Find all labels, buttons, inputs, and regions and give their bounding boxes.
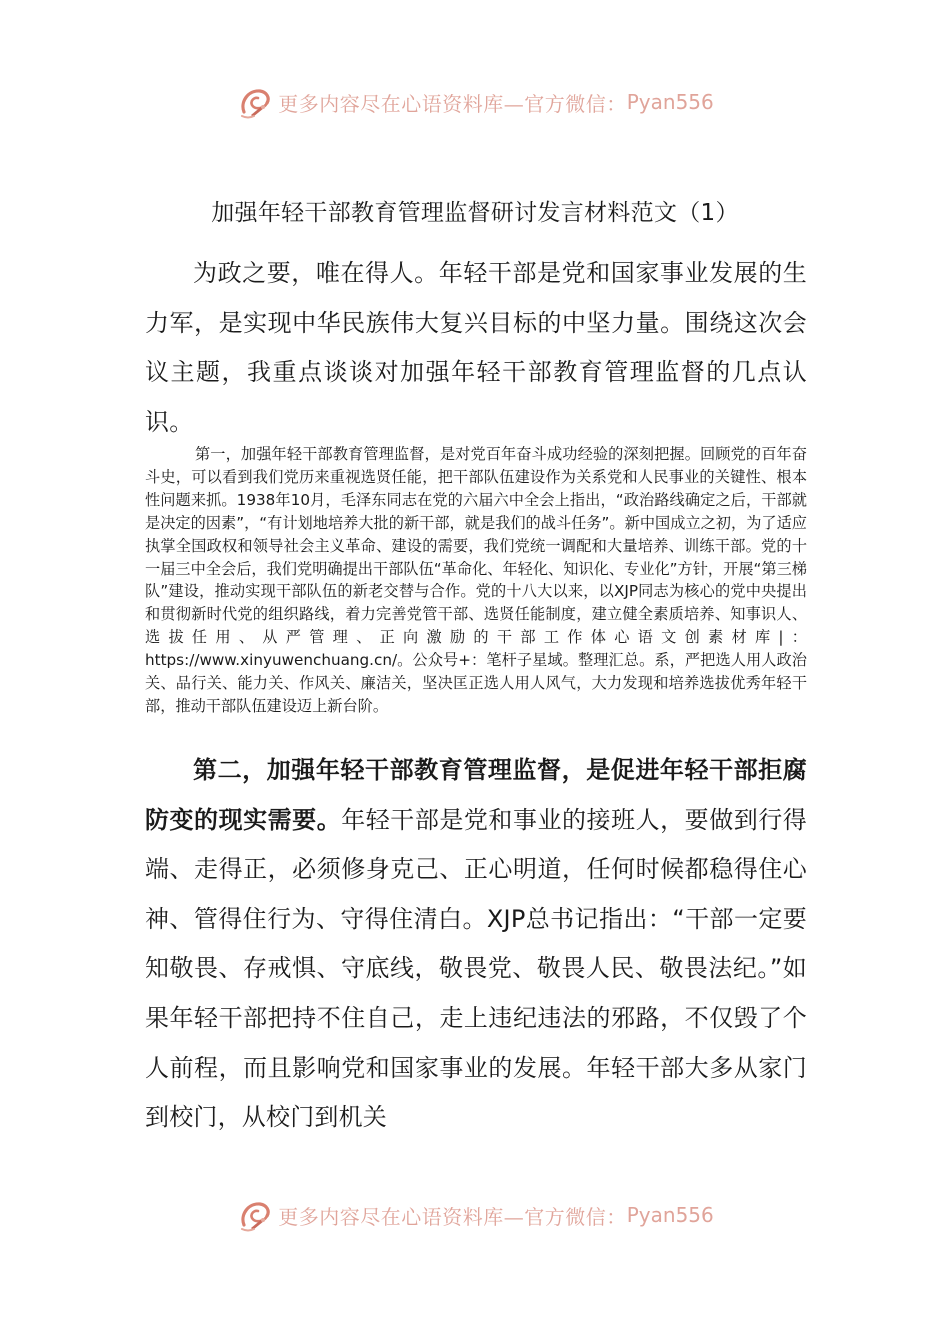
point-one-paragraph: 第一，加强年轻干部教育管理监督，是对党百年奋斗成功经验的深刻把握。回顾党的百年奋斗史，可以看到我们党历来重视选贤任能，把干部队伍建设作为关系党和人民事业的关键性、根本性问题来抓。1938年10月，毛泽东同志在党的六届六中全会上指出，“政治路线确定之后，干部就是决定的因素”，“有计划地培养大批的新干部，就是我们的战斗任务”。新中国成立之初，为了适应执掌全国政权和领导社会主义革命、建设的需要，我们党统一调配和大量培养、训练干部。党的十一届三中全会后，我们党明确提出干部队伍“革命化、年轻化、知识化、专业化”方针，开展“第三梯队”建设，推动实现干部队伍的新老交替与合作。党的十八大以来，以XJP同志为核心的党中央提出和贯彻新时代党的组织路线，着力完善党管干部、选贤任能制度，建立健全素质培养、知事识人、选拔任用、从严管理、正向激励的干部工作体心语文创素材库|：https://www.xinyuwenchuang.cn/。公众号+：笔杆子星域。整理汇总。系，严把选人用人政治关、品行关、能力关、作风关、廉洁关，坚决匡正选人用人风气，大力发现和培养选拔优秀年轻干部，推动干部队伍建设迈上新台阶。 — [145, 445, 807, 715]
footer-watermark — [0, 1193, 950, 1237]
point-two-heading: 第二，加强年轻干部教育管理监督，是促进年轻干部拒腐防变的现实需要。 — [145, 756, 807, 834]
intro-paragraph: 为政之要，唯在得人。年轻干部是党和国家事业发展的生力军，是实现中华民族伟大复兴目标的中坚力量。围绕这次会议主题，我重点谈谈对加强年轻干部教育管理监督的几点认识。 — [145, 259, 807, 436]
document-title: 加强年轻干部教育管理监督研讨发言材料范文（1） — [211, 200, 739, 226]
point-two-body: 年轻干部是党和事业的接班人，要做到行得端、走得正，必须修身克己、正心明道，任何时候都稳得住心神、管得住行为、守得住清白。XJP总书记指出：“干部一定要知敬畏、存戒惧、守底线，敬畏党、敬畏人民、敬畏法纪。”如果年轻干部把持不住自己，走上违纪违法的邪路，不仅毁了个人前程，而且影响党和国家事业的发展。年轻干部大多从家门到校门，从校门到机关 — [145, 805, 807, 1132]
watermark-text: 更多内容尽在心语资料库—官方微信： — [278, 91, 627, 116]
header-watermark — [0, 80, 950, 124]
brush-swirl-logo-icon — [236, 82, 276, 122]
brush-swirl-logo-icon — [236, 1195, 276, 1235]
point-two-paragraph — [145, 746, 807, 1143]
watermark-wechat-id: Pyan556 — [626, 1203, 714, 1227]
watermark-text: 更多内容尽在心语资料库—官方微信： — [278, 1204, 627, 1229]
watermark-wechat-id: Pyan556 — [626, 90, 714, 114]
